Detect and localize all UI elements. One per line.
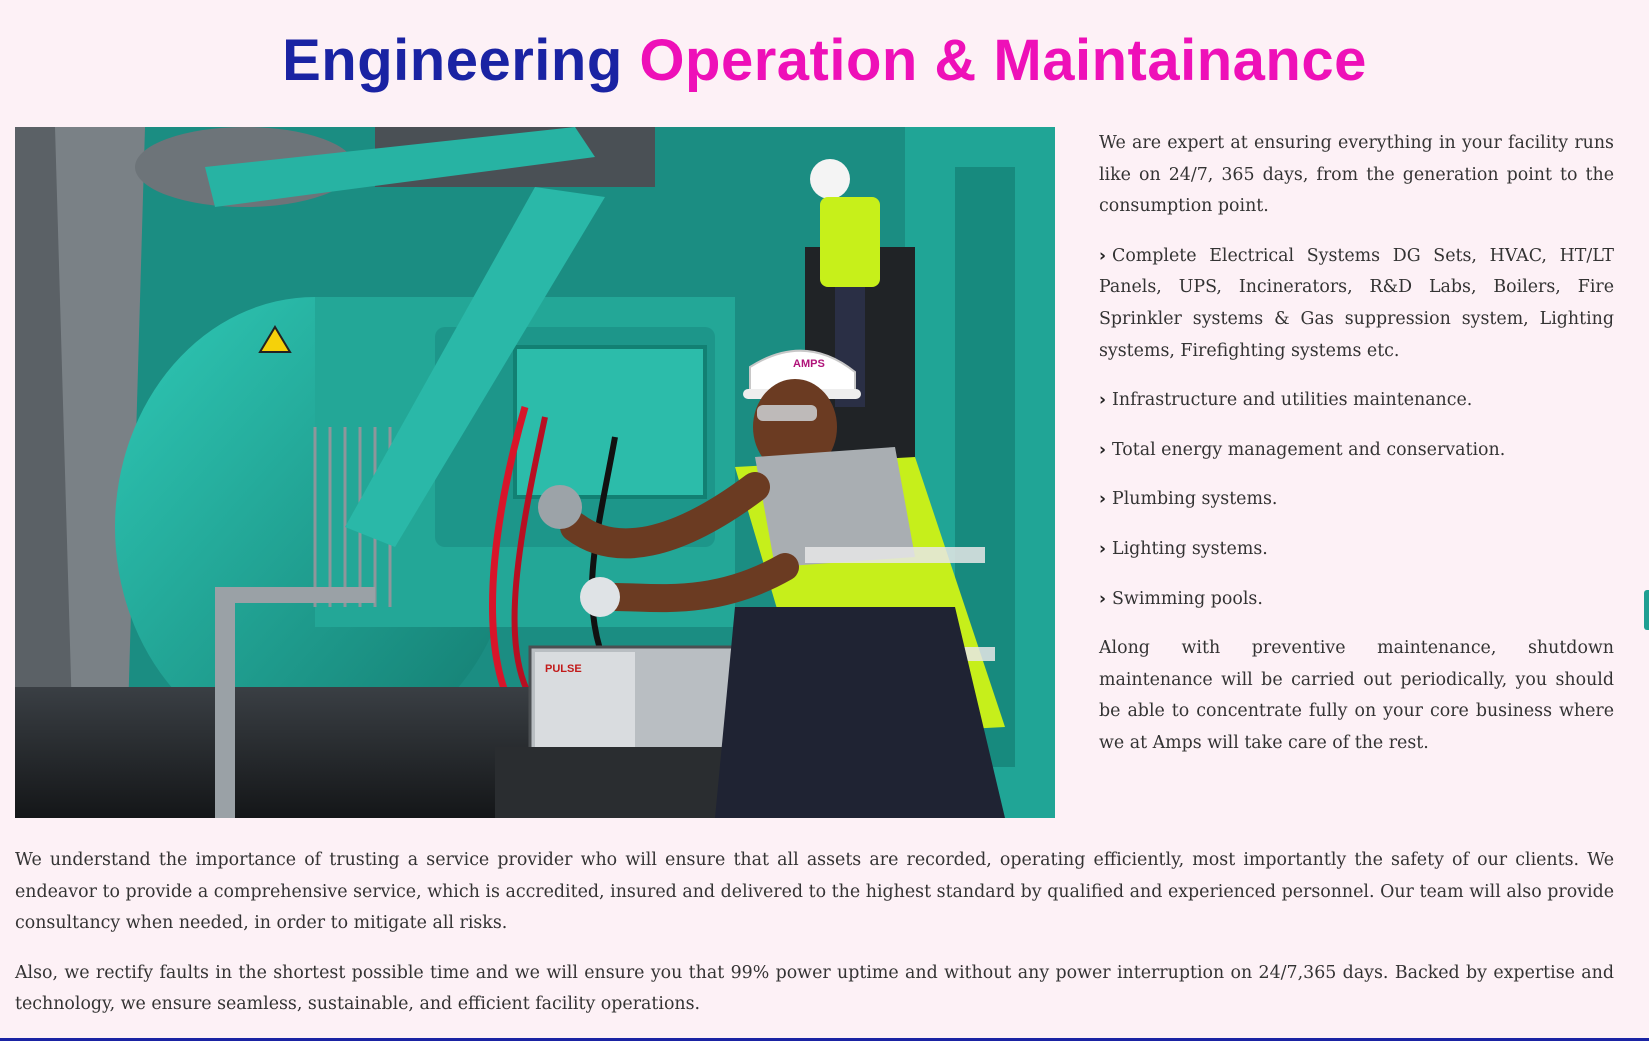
side-tab-edge[interactable] [1644,590,1649,630]
service-description [1099,128,1614,778]
closing-text: Along with preventive maintenance, shutdown maintenance will be carried out periodically, you should be able to concentrate fully on your core business where we at Amps will take care of the rest. [1099,638,1614,753]
service-item-label: Complete Electrical Systems DG Sets, HVAC, HT/LT Panels, UPS, Incinerators, R&D Labs, Boilers, Fire Sprinkler systems & Gas suppression system, Lighting systems, Firefighting systems etc. [1099,245,1614,361]
service-item [1099,584,1614,616]
hero-image-generator-maintenance [15,127,1055,818]
title-operation-maintainance: Operation & Maintainance [639,28,1367,93]
chevron-right-icon: › [1099,489,1107,510]
title-engineering: Engineering [282,28,623,93]
chevron-right-icon: › [1099,439,1107,460]
service-item [1099,484,1614,516]
service-item-label: Total energy management and conservation. [1112,439,1506,460]
chevron-right-icon: › [1099,538,1107,559]
service-item [1099,534,1614,566]
service-item-label: Lighting systems. [1112,538,1268,559]
service-item [1099,435,1614,467]
technician-illustration [15,127,1055,818]
intro-text: We are expert at ensuring everything in your facility runs like on 24/7, 365 days, from the generation point to the consumption point. [1099,133,1614,217]
service-item-label: Plumbing systems. [1112,489,1278,510]
bottom-paragraph-2: Also, we rectify faults in the shortest possible time and we will ensure you that 99% power uptime and without any power interruption on 24/7,365 days. Backed by expertise and technology, we ensure seamless, sustainable, and efficient facility operations. [15,962,1614,1015]
helmet-label: AMPS [793,358,825,370]
bottom-paragraph-1: We understand the importance of trusting a service provider who will ensure that all assets are recorded, operating efficiently, most importantly the safety of our clients. We endeavor to provide a comprehensive service, which is accredited, insured and delivered to the highest standard by qualified and experienced personnel. Our team will also provide consultancy when needed, in order to mitigate all risks. [15,850,1614,934]
battery-label: PULSE [545,663,582,675]
bottom-description [15,845,1614,1039]
service-item [1099,241,1614,367]
chevron-right-icon: › [1099,245,1107,266]
chevron-right-icon: › [1099,588,1107,609]
service-item-label: Swimming pools. [1112,588,1263,609]
service-item-label: Infrastructure and utilities maintenance. [1112,390,1473,411]
page-title [0,22,1649,100]
service-item [1099,385,1614,417]
chevron-right-icon: › [1099,390,1107,411]
